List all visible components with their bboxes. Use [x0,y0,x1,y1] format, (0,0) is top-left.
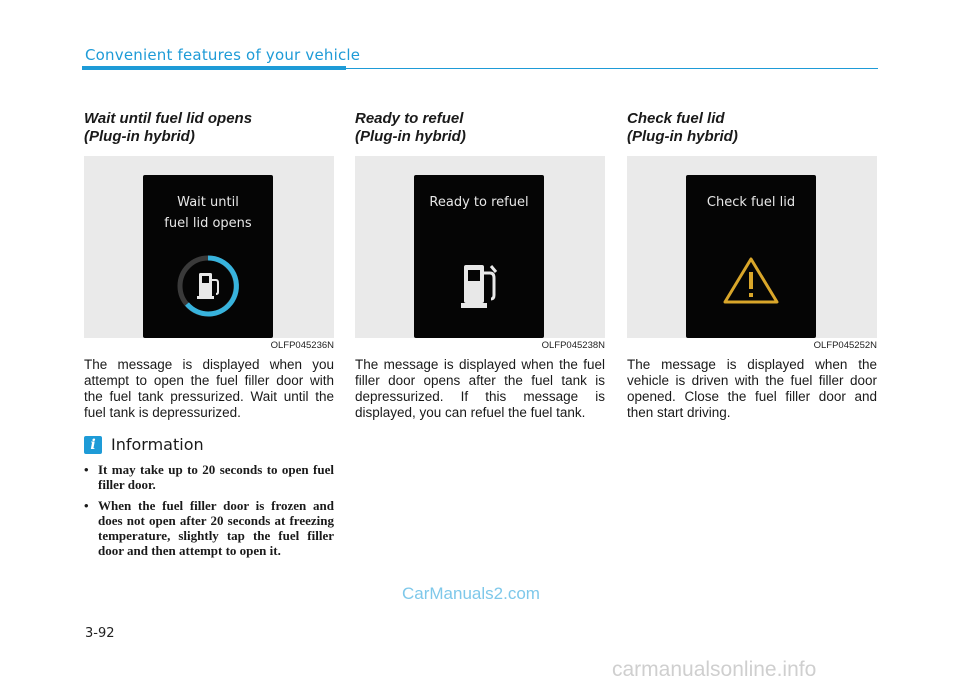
figure-panel [355,156,605,338]
list-item: • When the fuel filler door is frozen and does not open after 20 seconds at freezing temperature, slightly tap the fuel filler door and then attempt to open it. [84,498,334,558]
cluster-display [414,175,544,338]
chapter-title: Convenient features of your vehicle [85,46,361,64]
information-title: Information [111,435,204,454]
information-header [84,435,334,454]
figure-code: OLFP045238N [541,340,605,351]
figure-panel [627,156,877,338]
page-number: 3-92 [85,626,115,641]
cluster-display [143,175,273,338]
header-rule-thick [82,66,346,70]
figure-panel [84,156,334,338]
figure-code: OLFP045236N [270,340,334,351]
fuel-pump-icon [458,261,504,311]
fuel-pump-progress-icon [175,253,241,319]
section-body: The message is displayed when the fuel filler door opens after the fuel tank is depressurized. If this message is displayed, you can refuel the fuel tank. [355,357,605,420]
section-wait-fuel-lid [84,110,334,564]
warning-triangle-icon [722,255,780,305]
information-list [84,462,334,558]
section-title: Check fuel lid (Plug-in hybrid) [627,110,738,145]
section-title: Ready to refuel (Plug-in hybrid) [355,110,466,145]
figure-code: OLFP045252N [813,340,877,351]
display-message: Wait until fuel lid opens [164,195,252,231]
section-ready-to-refuel [355,110,605,421]
footer-watermark: carmanualsonline.info [612,658,817,681]
header-rule-thin [346,68,878,69]
info-icon: i [84,436,102,454]
watermark-link[interactable]: CarManuals2.com [402,584,540,603]
display-message: Check fuel lid [706,195,796,210]
section-body: The message is displayed when the vehicle is driven with the fuel filler door opened. Close the fuel filler door and then start driving. [627,357,877,420]
list-item: • It may take up to 20 seconds to open fuel filler door. [84,462,334,492]
section-body: The message is displayed when you attempt to open the fuel filler door with the fuel tank pressurized. Wait until the fuel tank is depressurized. [84,357,334,420]
cluster-display [686,175,816,338]
display-message: Ready to refuel [429,195,529,210]
section-title: Wait until fuel lid opens (Plug-in hybrid) [84,110,253,145]
section-check-fuel-lid [627,110,877,421]
